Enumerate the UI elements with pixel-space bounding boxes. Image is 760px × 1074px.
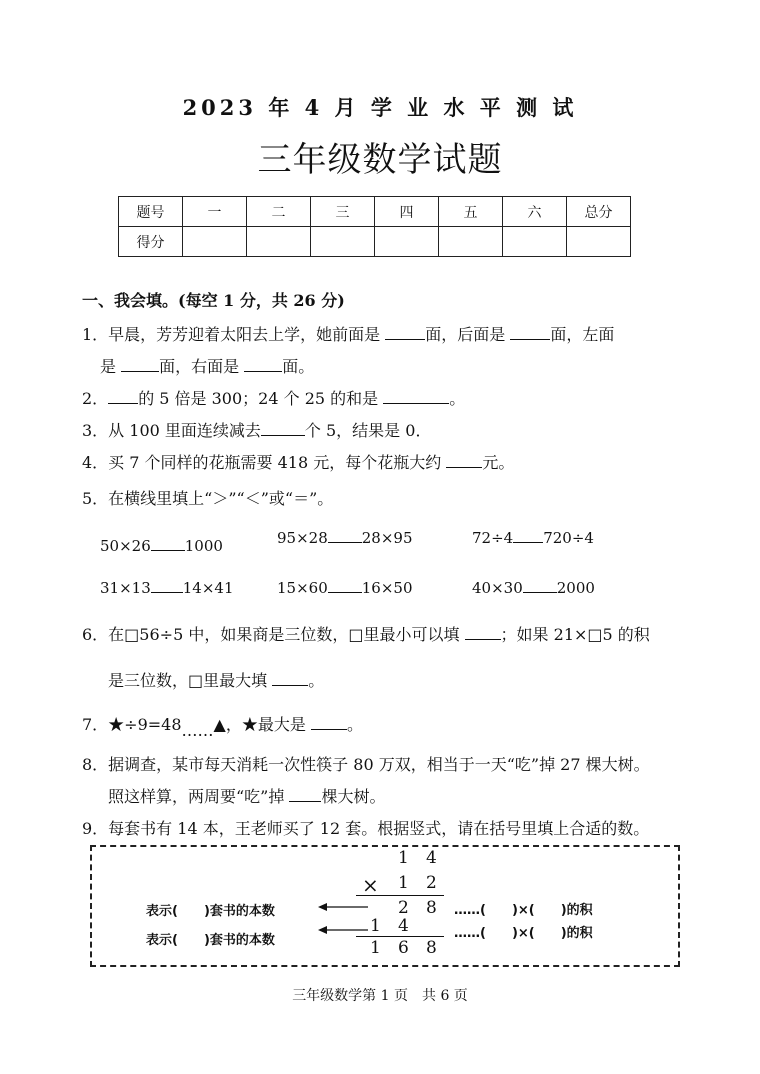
compare-left: 50×26 [100,537,151,555]
exam-header: 2023 年 4 月 学 业 水 平 测 试 [182,95,578,120]
calc-digit: 2 [426,873,437,893]
score-cell: 总分 [567,197,631,227]
score-input-cell[interactable] [183,227,247,257]
section-heading: 一、我会填。(每空 1 分，共 26 分) [82,291,345,310]
question-2 [82,386,465,409]
answer-blank[interactable] [385,325,425,340]
answer-blank[interactable] [151,578,183,593]
answer-blank[interactable] [311,715,347,730]
q1-text: 1．早晨，芳芳迎着太阳去上学，她前面是 [82,325,381,344]
score-input-cell[interactable] [503,227,567,257]
calc-digit: 4 [426,848,437,868]
compare-item [472,528,594,547]
answer-blank[interactable] [289,787,321,802]
calc-line [356,895,444,896]
score-input-cell[interactable] [439,227,503,257]
calc-label-left: 表示( )套书的本数 [146,933,275,948]
calc-digit: 8 [426,898,437,918]
page-footer: 三年级数学第 1 页 共 6 页 [292,988,468,1004]
score-cell: 得分 [119,227,183,257]
compare-left: 95×28 [277,529,328,547]
score-cell: 四 [375,197,439,227]
answer-blank[interactable] [465,625,501,640]
answer-blank[interactable] [523,578,557,593]
compare-left: 72÷4 [472,529,514,547]
question-5: 5．在横线里填上“＞”“＜”或“＝”。 [82,489,334,508]
score-cell: 二 [247,197,311,227]
compare-left: 31×13 [100,579,151,597]
calc-digit: 1 [398,873,409,893]
question-9: 9．每套书有 14 本，王老师买了 12 套。根据竖式，请在括号里填上合适的数。 [82,819,650,838]
answer-blank[interactable] [108,389,138,404]
q4-text: 元。 [482,453,515,472]
score-cell: 一 [183,197,247,227]
answer-blank[interactable] [383,389,449,404]
q6-text: ；如果 21×□5 的积 [500,625,650,644]
answer-blank[interactable] [328,578,362,593]
calc-digit: 2 [398,898,409,918]
q7-text: ▲，★最大是 [213,715,306,734]
arrow-left-icon [318,926,368,934]
calc-label-right: ……( )×( )的积 [454,903,593,918]
compare-item [277,578,413,597]
q6-text: 6．在□56÷5 中，如果商是三位数，□里最小可以填 [82,625,460,644]
answer-blank[interactable] [510,325,550,340]
calc-arrows [300,898,370,938]
compare-right: 720÷4 [543,529,594,547]
compare-right: 2000 [556,579,595,597]
question-4 [82,450,514,473]
q8-text: 棵大树。 [321,787,386,806]
question-1-line2 [100,354,314,377]
answer-blank[interactable] [121,357,159,372]
calc-digit: 1 [398,848,409,868]
answer-blank[interactable] [244,357,282,372]
compare-right: 14×41 [182,579,234,597]
q4-text: 4．买 7 个同样的花瓶需要 418 元，每个花瓶大约 [82,453,442,472]
arrow-left-icon [318,903,368,911]
q1-text: 面。 [282,357,315,376]
calc-digit: 1 [370,938,381,958]
q2-text: 的 5 倍是 300；24 个 25 的和是 [138,389,379,408]
q7-text: 。 [346,715,363,734]
question-8-line1: 8．据调查，某市每天消耗一次性筷子 80 万双，相当于一天“吃”掉 27 棵大树。 [82,755,650,774]
q8-text: 照这样算，两周要“吃”掉 [108,787,285,806]
score-input-cell[interactable] [247,227,311,257]
q3-text: 3．从 100 里面连续减去 [82,421,261,440]
answer-blank[interactable] [446,453,482,468]
q1-text: 面，右面是 [159,357,240,376]
compare-item [472,578,595,597]
question-6-line2 [108,668,324,691]
calc-digit: 4 [398,916,409,936]
q7-dots: …… [181,721,214,740]
calc-digit: 6 [398,938,409,958]
score-table [118,196,631,257]
compare-item [100,536,223,555]
calc-label-left: 表示( )套书的本数 [146,904,275,919]
compare-right: 16×50 [361,579,413,597]
score-cell: 五 [439,197,503,227]
score-input-cell[interactable] [311,227,375,257]
score-cell: 六 [503,197,567,227]
score-table-score-row [119,227,631,257]
question-6-line1 [82,622,650,645]
question-7 [82,712,363,740]
multiply-sign: × [362,873,379,897]
score-table-header-row [119,197,631,227]
q2-text: 。 [449,389,466,408]
question-3 [82,418,431,441]
q1-text: 是 [100,357,117,376]
score-cell: 题号 [119,197,183,227]
answer-blank[interactable] [272,671,308,686]
answer-blank[interactable] [513,528,543,543]
q6-text: 是三位数，□里最大填 [108,671,268,690]
score-input-cell[interactable] [567,227,631,257]
compare-left: 40×30 [472,579,523,597]
score-input-cell[interactable] [375,227,439,257]
question-1-line1 [82,322,614,345]
score-cell: 三 [311,197,375,227]
calc-digit: 1 [370,916,381,936]
calc-digit: 8 [426,938,437,958]
compare-item [100,578,234,597]
q1-text: 面，后面是 [425,325,506,344]
answer-blank[interactable] [261,421,305,436]
q2-text: 2． [82,389,109,408]
q6-text: 。 [308,671,325,690]
question-8-line2 [108,784,385,807]
page-title: 三年级数学试题 [257,140,503,180]
q7-text: 7．★÷9=48 [82,715,182,734]
compare-left: 15×60 [277,579,328,597]
answer-blank[interactable] [328,528,362,543]
compare-right: 1000 [184,537,223,555]
compare-right: 28×95 [361,529,413,547]
q3-text: 个 5，结果是 0． [304,421,432,440]
compare-item [277,528,413,547]
q1-text: 面，左面 [550,325,615,344]
answer-blank[interactable] [151,536,185,551]
calc-label-right: ……( )×( )的积 [454,926,593,941]
